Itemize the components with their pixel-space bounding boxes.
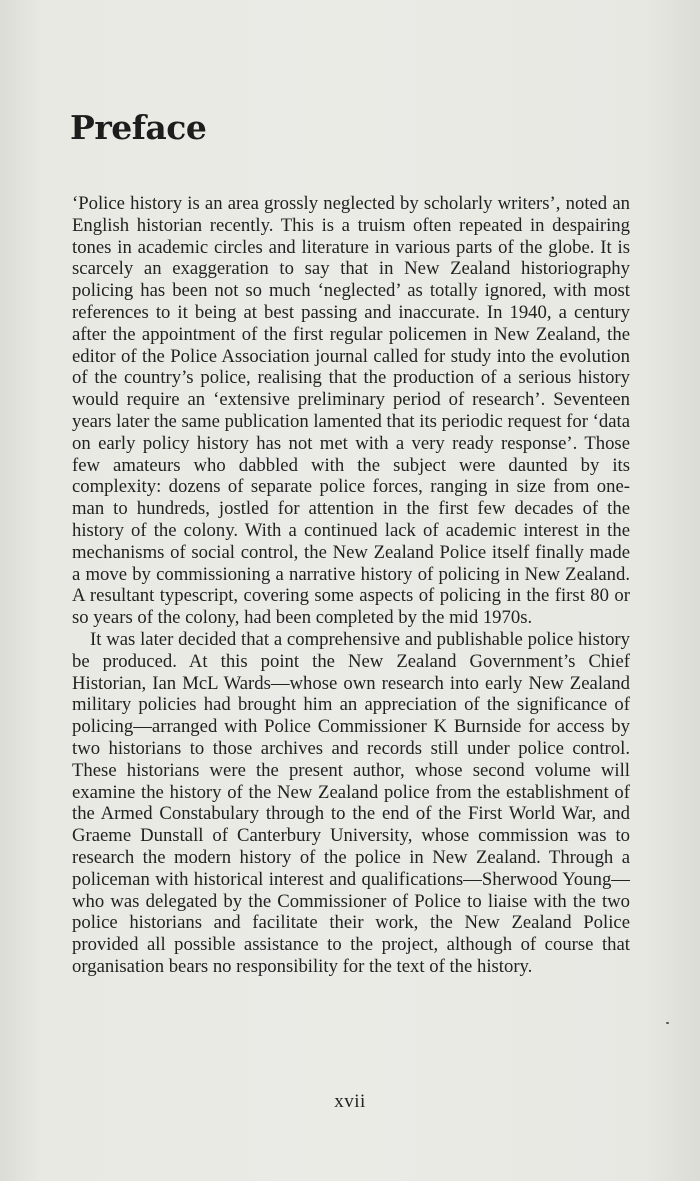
body-text [72, 193, 630, 978]
paragraph-1: ‘Police history is an area grossly neglected by scholarly writers’, noted an English historian recently. This is a truism often repeated in despairing tones in academic circles and literature in various parts of the globe. It is scarcely an exaggeration to say that in New Zealand historiography policing has been not so much ‘neglected’ as totally ignored, with most references to it being at best passing and inaccurate. In 1940, a century after the appointment of the first regular policemen in New Zealand, the editor of the Police Association journal called for study into the evolution of the country’s police, realising that the production of a serious history would require an ‘extensive preliminary period of research’. Seventeen years later the same publication lamented that its periodic request for ‘data on early policy history has not met with a very ready response’. Those few amateurs who dabbled with the subject were daunted by its complexity: dozens of separate police forces, ranging in size from one-man to hundreds, jostled for attention in the first few decades of the history of the colony. With a continued lack of academic interest in the mechanisms of social control, the New Zealand Police itself finally made a move by commissioning a narrative history of policing in New Zealand. A resultant typescript, covering some aspects of policing in the first 80 or so years of the colony, had been completed by the mid 1970s. [72, 193, 630, 629]
page-number: xvii [334, 1091, 366, 1112]
page-title: Preface [70, 108, 207, 147]
paragraph-2: It was later decided that a comprehensive and publishable police history be produced. At this point the New Zealand Government’s Chief Historian, Ian McL Wards—whose own research into early New Zealand military policies had brought him an appreciation of the significance of policing—arranged with Police Commissioner K Burnside for access by two historians to those archives and records still under police control. These historians were the present author, whose second volume will examine the history of the New Zealand police from the establishment of the Armed Constabulary through to the end of the First World War, and Graeme Dunstall of Canterbury University, whose commission was to research the modern history of the police in New Zealand. Through a policeman with historical interest and qualifications—Sherwood Young—who was delegated by the Commissioner of Police to liaise with the two police historians and facilitate their work, the New Zealand Police provided all possible assistance to the project, although of course that organisation bears no responsibility for the text of the history. [72, 628, 630, 977]
paper-speck [666, 1022, 669, 1024]
